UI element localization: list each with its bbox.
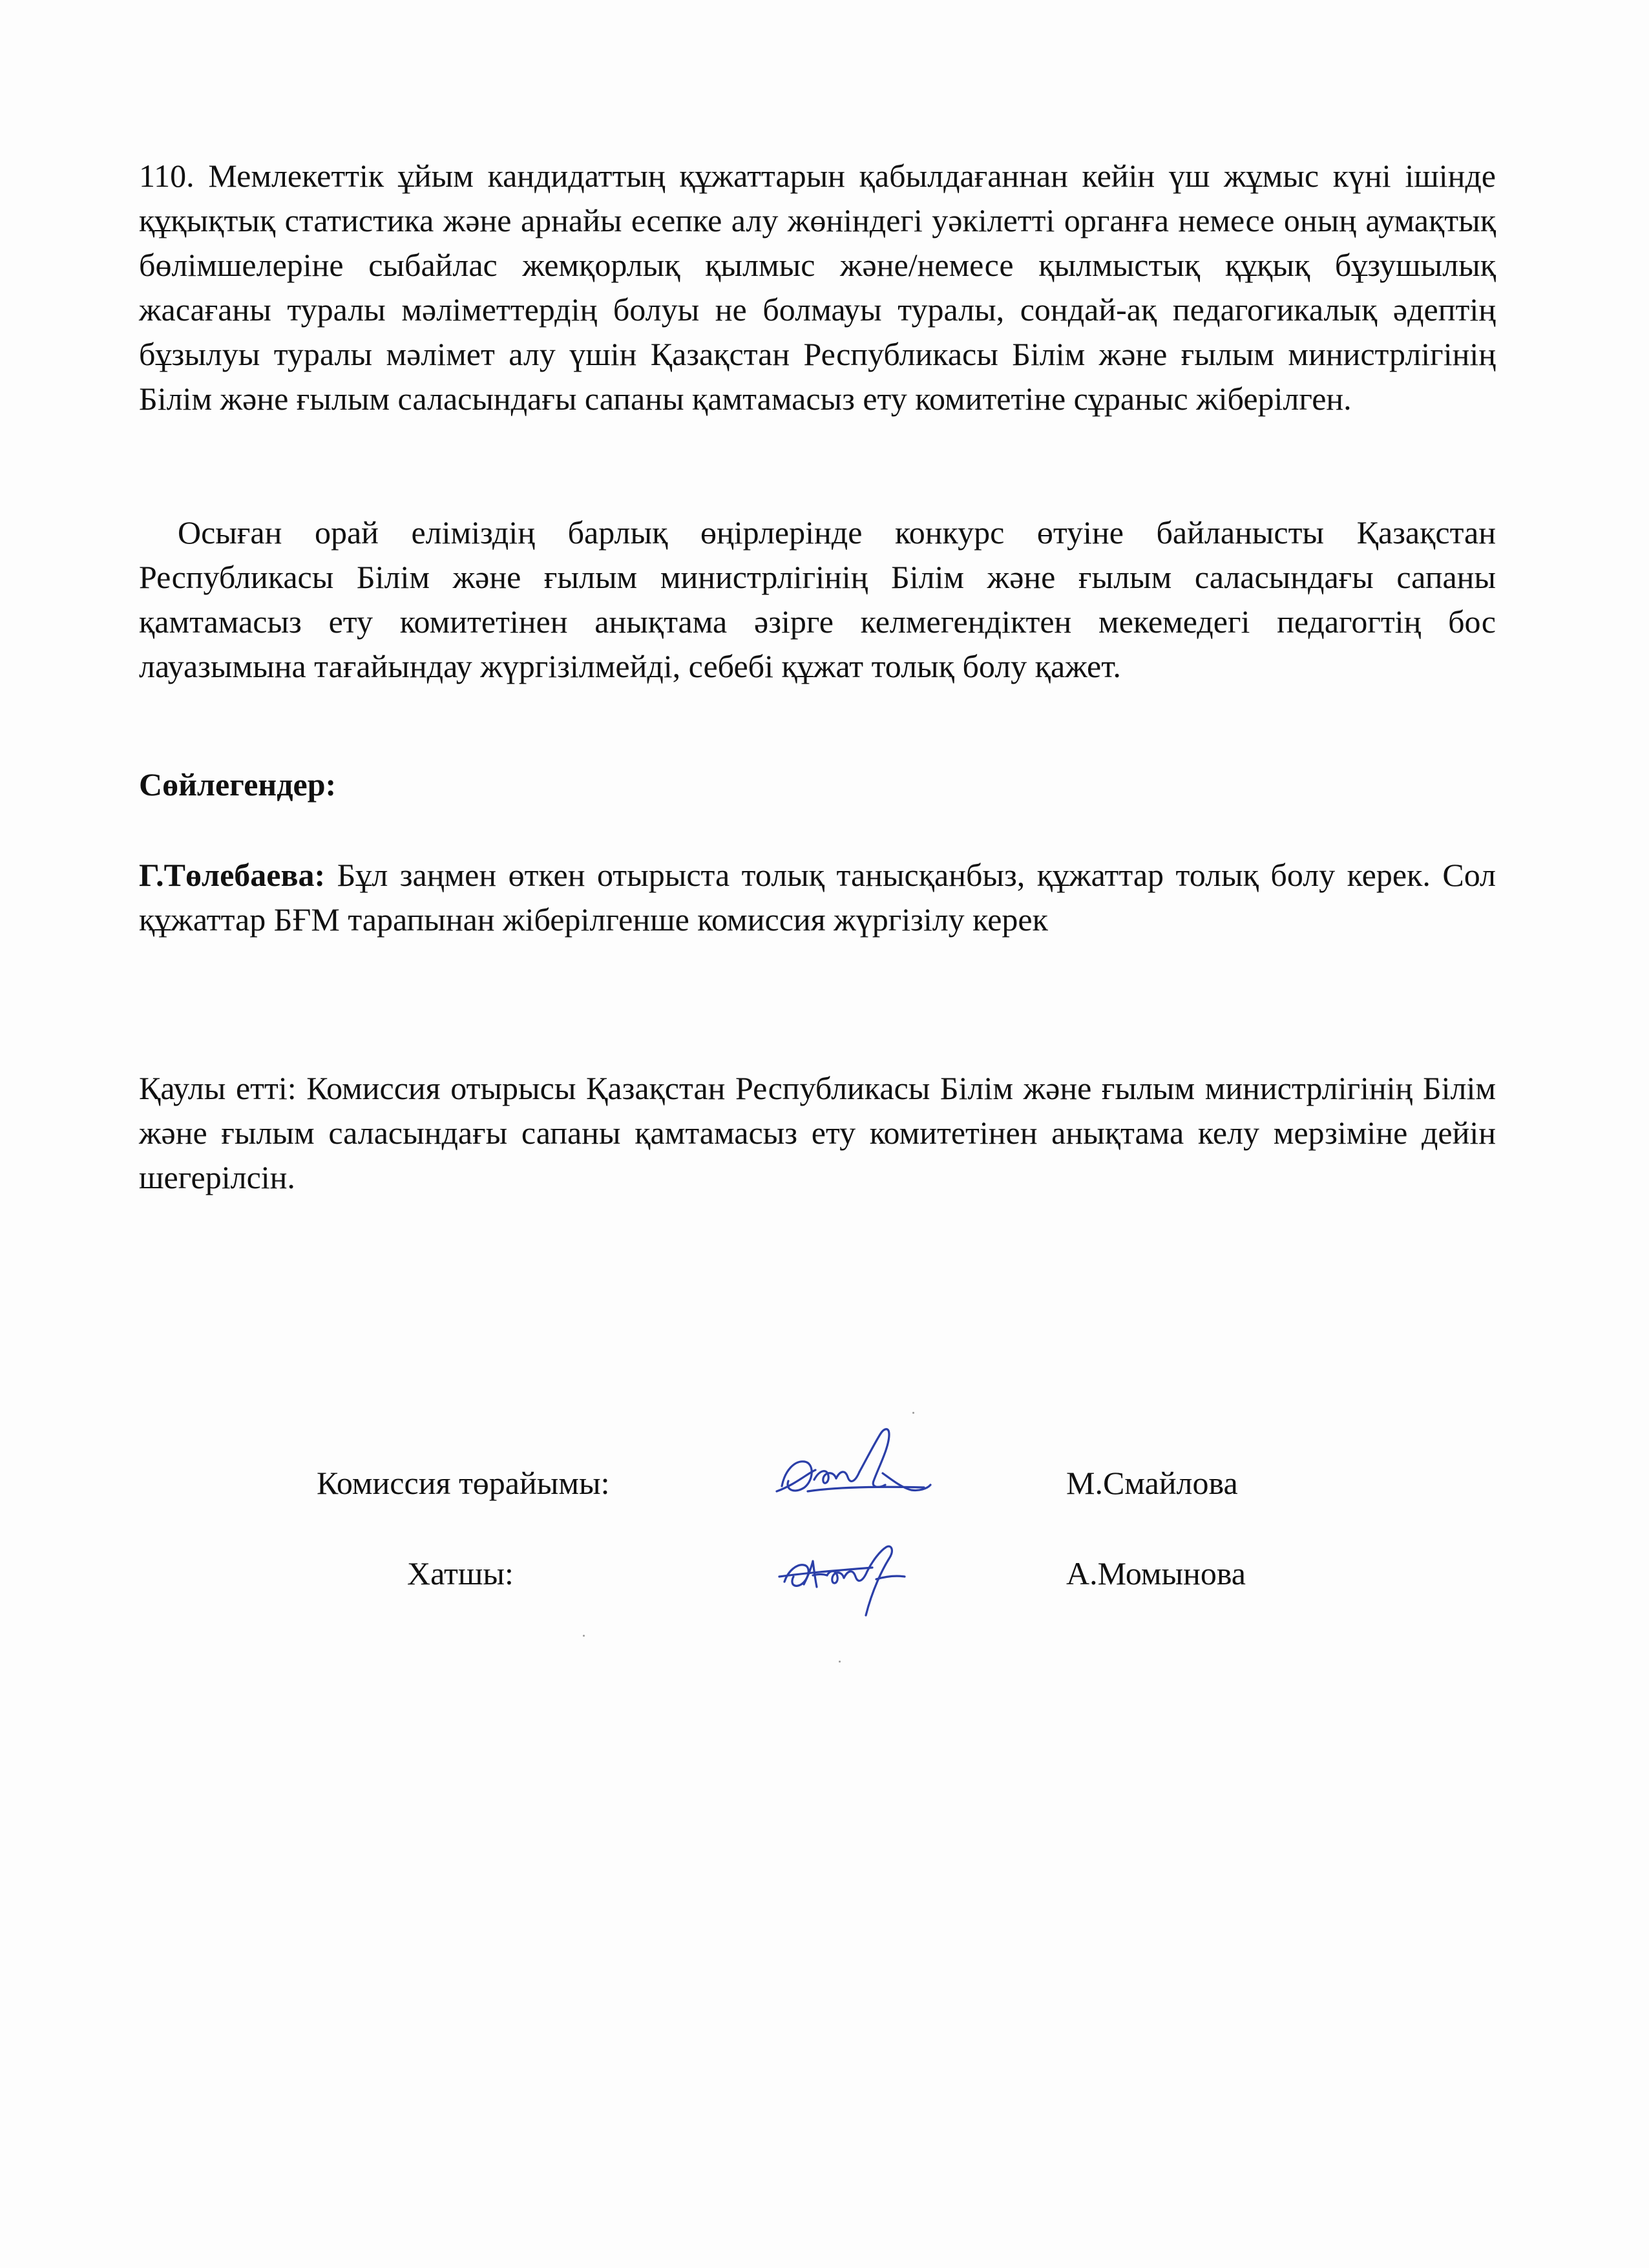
scan-speck <box>583 1635 585 1637</box>
scan-speck <box>912 1412 914 1414</box>
paragraph-consequence: Осыған орай еліміздің барлық өңірлерінде конкурс өтуіне байланысты Қазақстан Республикасы Білім және ғылым министрлігінің Білім және ғылым саласындағы сапаны қамтамасыз ету комитетінен анықтама әзірге келмегендіктен мекемедегі педагогтің бос лауазымына тағайындау жүргізілмейді, себебі құжат толық болу қажет. <box>139 514 1496 684</box>
paragraph-item-110: 110. Мемлекеттік ұйым кандидаттың құжаттарын қабылдағаннан кейін үш жұмыс күні ішінде құқықтық статистика және арнайы есепке алу жөніндегі уәкілетті органға немесе оның аумақтық бөлімшелеріне сыбайлас жемқорлық қылмыс және/немесе қылмыстық құқық бұзушылық жасағаны туралы мәліметтердің болуы не болмауы туралы, сондай-ақ педагогикалық әдептің бұзылуы туралы мәлімет алу үшін Қазақстан Республикасы Білім және ғылым министрлігінің Білім және ғылым саласындағы сапаны қамтамасыз ету комитетіне сұраныс жіберілген. <box>139 158 1496 417</box>
secretary-name: А.Момынова <box>1066 1555 1246 1591</box>
speaker-statement <box>139 853 1496 942</box>
chair-signature <box>769 1409 943 1518</box>
chair-name: М.Смайлова <box>1066 1465 1238 1501</box>
secretary-role-label: Хатшы: <box>407 1555 514 1591</box>
speaker-text: Бұл заңмен өткен отырыста толық танысқанбыз, құжаттар толық болу керек. Сол құжаттар БҒМ тарапынан жіберілгенше комиссия жүргізілу керек <box>139 857 1497 938</box>
scan-speck <box>839 1661 841 1663</box>
speakers-heading: Сөйлегендер: <box>139 766 337 803</box>
chair-role-label: Комиссия төрайымы: <box>317 1465 610 1501</box>
speaker-name: Г.Төлебаева: <box>139 857 326 893</box>
resolution-text: Қаулы етті: Комиссия отырысы Қазақстан Республикасы Білім және ғылым министрлігінің Білім және ғылым саласындағы сапаны қамтамасыз ету комитетінен анықтама келу мерзіміне дейін шегерілсін. <box>139 1070 1496 1195</box>
secretary-signature <box>775 1525 924 1628</box>
